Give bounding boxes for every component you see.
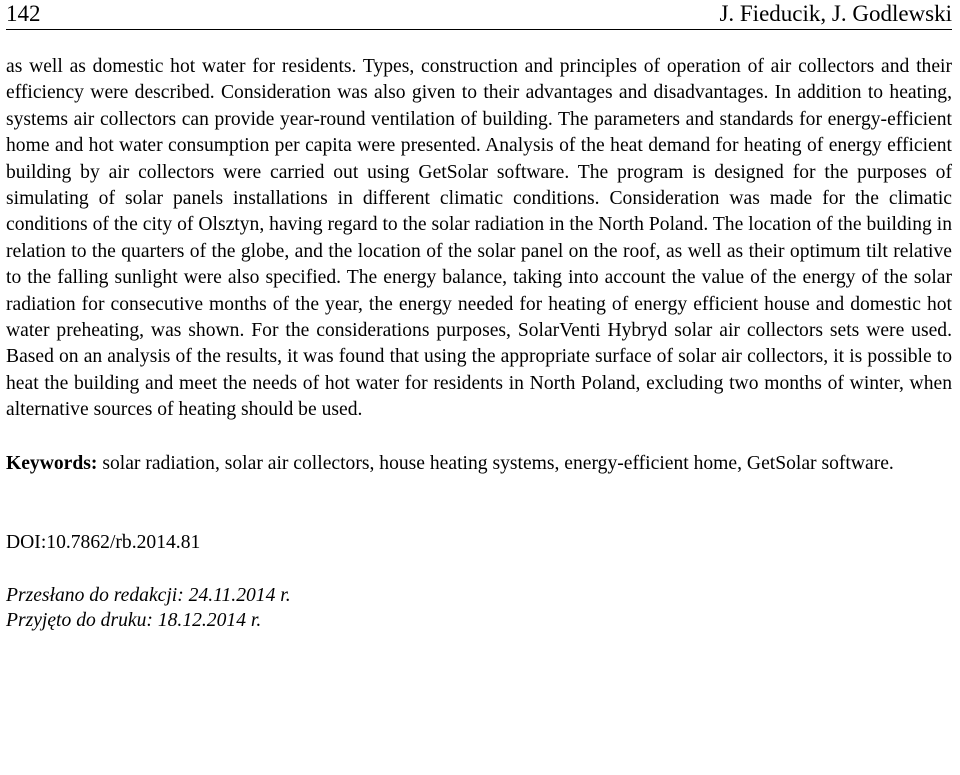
running-header: [6, 0, 952, 30]
doi: DOI:10.7862/rb.2014.81: [6, 531, 201, 553]
keywords-text: solar radiation, solar air collectors, house heating systems, energy-efficient home, GetSolar software.: [97, 452, 894, 474]
abstract-paragraph: as well as domestic hot water for residents. Types, construction and principles of operation of air collectors and their efficiency were described. Consideration was also given to their advantages and disadvantages. In addition to heating, systems air collectors can provide year-round ventilation of building. The parameters and standards for energy-efficient home and hot water consumption per capita were presented. Analysis of the heat demand for heating of energy efficient building by air collectors were carried out using GetSolar software. The program is designed for the purposes of simulating of solar panels installations in different climatic conditions. Consideration was made for the climatic conditions of the city of Olsztyn, having regard to the solar radiation in the North Poland. The location of the building in relation to the quarters of the globe, and the location of the solar panel on the roof, as well as their optimum tilt relative to the falling sunlight were also specified. The energy balance, taking into account the value of the energy of the solar radiation for consecutive months of the year, the energy needed for heating of energy efficient house and domestic hot water preheating, was shown. For the considerations purposes, SolarVenti Hybryd solar air collectors sets were used. Based on an analysis of the results, it was found that using the appropriate surface of solar air collectors, it is possible to heat the building and meet the needs of hot water for residents in North Poland, excluding two months of winter, when alternative sources of heating should be used.: [6, 56, 952, 421]
running-header-authors: J. Fieducik, J. Godlewski: [719, 1, 952, 26]
page-number: 142: [6, 1, 41, 26]
editorial-dates: [6, 583, 952, 633]
keywords-paragraph: [6, 449, 952, 478]
accepted-date: Przyjęto do druku: 18.12.2014 r.: [6, 609, 262, 631]
submitted-date: Przesłano do redakcji: 24.11.2014 r.: [6, 584, 291, 606]
keywords-label: Keywords:: [6, 452, 98, 474]
page: [6, 0, 952, 633]
